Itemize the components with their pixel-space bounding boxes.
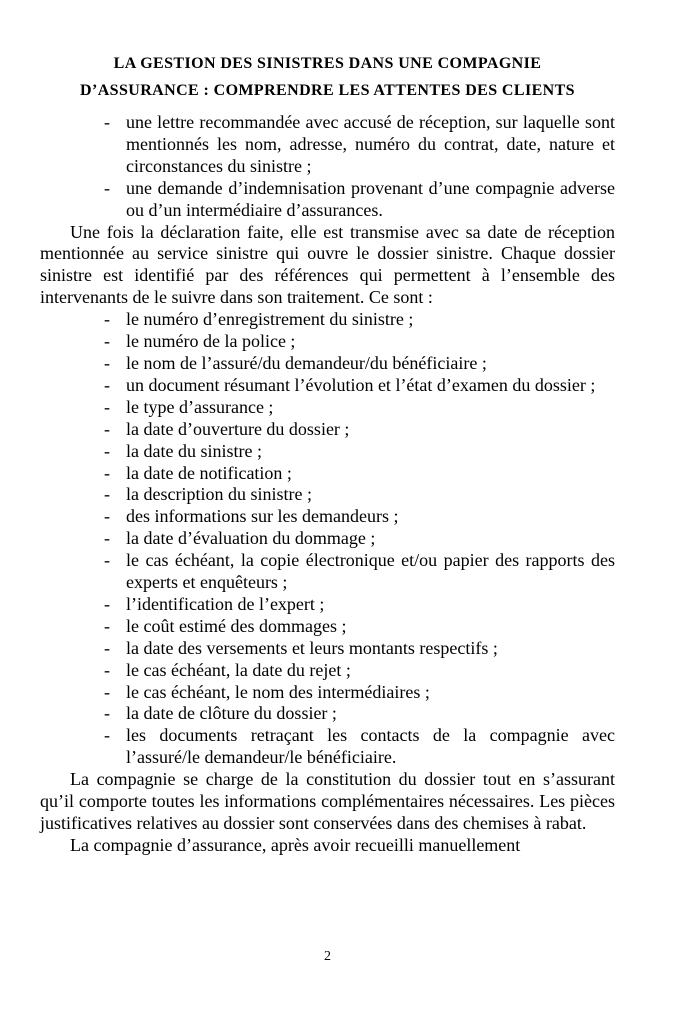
list-item-text: le numéro d’enregistrement du sinistre ;	[126, 309, 414, 330]
list-item	[104, 550, 615, 594]
list-item-text: le numéro de la police ;	[126, 331, 296, 352]
paragraph-declaration: Une fois la déclaration faite, elle est transmise avec sa date de réception mentionnée au service sinistre qui ouvre le dossier sinistre. Chaque dossier sinistre est identifié par des références qui permettent à l’ensemble des intervenants de le suivre dans son traitement. Ce sont :	[40, 221, 615, 308]
dash-marker: -	[104, 637, 110, 658]
dash-marker: -	[104, 396, 110, 417]
list-item	[104, 463, 615, 485]
dash-marker: -	[104, 352, 110, 373]
list-item	[104, 331, 615, 353]
dash-marker: -	[104, 112, 110, 132]
list-item	[104, 528, 615, 550]
list-item	[104, 112, 615, 178]
list-item	[104, 441, 615, 463]
dash-marker: -	[104, 418, 110, 439]
list-item	[104, 682, 615, 704]
list-item-text: la date de clôture du dossier ;	[126, 703, 337, 724]
list-item	[104, 703, 615, 725]
dash-marker: -	[104, 374, 110, 395]
list-item-text: l’identification de l’expert ;	[126, 593, 325, 614]
dash-marker: -	[104, 659, 110, 680]
dash-marker: -	[104, 177, 110, 198]
dash-marker: -	[104, 528, 110, 549]
dash-marker: -	[104, 506, 110, 527]
list-item-text: le cas échéant, la date du rejet ;	[126, 659, 351, 680]
dash-marker: -	[104, 331, 110, 352]
page-number: 2	[324, 949, 331, 964]
list-item-text: le nom de l’assuré/du demandeur/du bénéficiaire ;	[126, 352, 487, 373]
list-item-text: la date de notification ;	[126, 462, 292, 483]
list-item	[104, 725, 615, 769]
list-item	[104, 660, 615, 682]
title-line-2: D’ASSURANCE : COMPRENDRE LES ATTENTES DES CLIENTS	[80, 82, 575, 99]
dash-marker: -	[104, 725, 110, 746]
list-item-text: la description du sinistre ;	[126, 484, 312, 505]
list-item	[104, 353, 615, 375]
list-item	[104, 594, 615, 616]
dash-marker: -	[104, 615, 110, 636]
list-item-text: la date d’évaluation du dommage ;	[126, 528, 376, 549]
list-item-text: le cas échéant, le nom des intermédiaires ;	[126, 681, 430, 702]
list-item-text: le type d’assurance ;	[126, 396, 274, 417]
list-item	[104, 638, 615, 660]
list-item	[104, 375, 615, 397]
dash-marker: -	[104, 309, 110, 330]
paragraph-collection: La compagnie d’assurance, après avoir recueilli manuellement	[70, 834, 521, 855]
dossier-references-list	[40, 309, 615, 769]
list-item	[104, 419, 615, 441]
list-item-text: des informations sur les demandeurs ;	[126, 506, 399, 527]
list-item-text: le coût estimé des dommages ;	[126, 615, 347, 636]
dash-marker: -	[104, 440, 110, 461]
list-item-text: la date des versements et leurs montants respectifs ;	[126, 637, 498, 658]
list-item	[104, 506, 615, 528]
list-item	[104, 309, 615, 331]
dash-marker: -	[104, 593, 110, 614]
list-item	[104, 397, 615, 419]
dash-marker: -	[104, 703, 110, 724]
dash-marker: -	[104, 550, 110, 571]
dash-marker: -	[104, 681, 110, 702]
list-item-text: une lettre recommandée avec accusé de réception, sur laquelle sont mentionnés les nom, adresse, numéro du contrat, date, nature et circonstances du sinistre ;	[126, 112, 615, 176]
list-item-text: le cas échéant, la copie électronique et/ou papier des rapports des experts et enquêteurs ;	[126, 550, 615, 593]
list-item-text: la date du sinistre ;	[126, 440, 262, 461]
list-item	[104, 178, 615, 222]
list-item-text: un document résumant l’évolution et l’état d’examen du dossier ;	[126, 374, 596, 395]
list-item-text: la date d’ouverture du dossier ;	[126, 418, 350, 439]
title-line-1: LA GESTION DES SINISTRES DANS UNE COMPAGNIE	[113, 55, 542, 72]
declaration-forms-list	[40, 112, 615, 222]
dash-marker: -	[104, 462, 110, 483]
paragraph-constitution: La compagnie se charge de la constitution du dossier tout en s’assurant qu’il comporte toutes les informations complémentaires nécessaires. Les pièces justificatives relatives au dossier sont conservées dans des chemises à rabat.	[40, 769, 615, 833]
list-item-text: les documents retraçant les contacts de la compagnie avec l’assuré/le demandeur/le bénéficiaire.	[126, 725, 615, 768]
dash-marker: -	[104, 484, 110, 505]
document-title	[40, 50, 615, 104]
list-item	[104, 616, 615, 638]
list-item-text: une demande d’indemnisation provenant d’une compagnie adverse ou d’un intermédiaire d’assurances.	[126, 177, 615, 220]
list-item	[104, 484, 615, 506]
